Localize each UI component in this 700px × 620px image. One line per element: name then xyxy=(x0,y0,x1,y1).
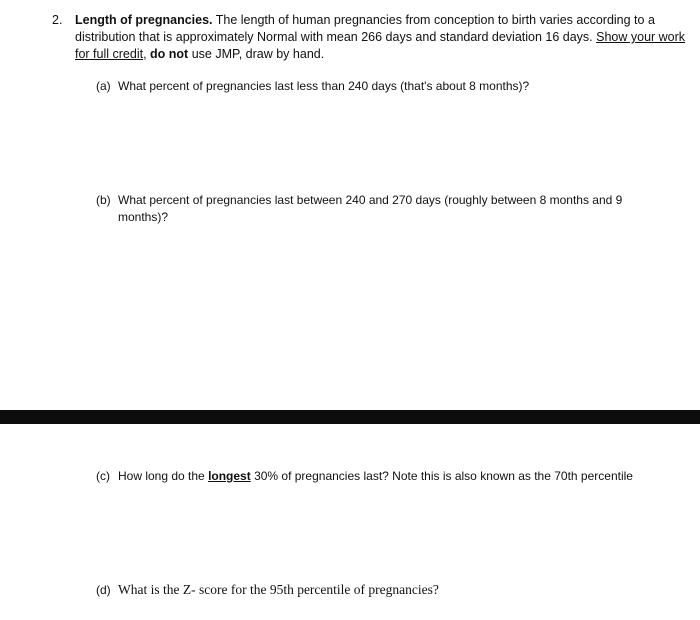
part-b-label: (b) xyxy=(96,193,111,207)
question-intro: The length of human pregnancies from conception to birth varies according to a distribution that is approximately Normal with mean 266 days and standard deviation 16 days. xyxy=(75,13,655,44)
part-a-label: (a) xyxy=(96,79,111,93)
question-number: 2. xyxy=(52,13,63,27)
comma: , xyxy=(143,47,151,61)
do-not-emphasis: do not xyxy=(150,47,189,61)
question-tail: use JMP, draw by hand. xyxy=(188,47,325,61)
part-b-text: What percent of pregnancies last between 240 and 270 days (roughly between 8 months and 9 months)? xyxy=(118,193,623,224)
part-d-text: What is the Z- score for the 95th percentile of pregnancies? xyxy=(118,582,439,597)
question-title: Length of pregnancies. xyxy=(75,13,213,27)
part-a-text: What percent of pregnancies last less than 240 days (that's about 8 months)? xyxy=(118,79,530,93)
page-divider xyxy=(0,410,700,424)
show-work-note: Show your work for full credit xyxy=(75,30,686,61)
part-c-text-after: 30% of pregnancies last? Note this is also known as the 70th percentile xyxy=(250,469,633,483)
part-c-label: (c) xyxy=(96,469,110,483)
longest-emphasis: longest xyxy=(208,469,251,483)
part-c-text xyxy=(118,468,678,485)
part-d-label: (d) xyxy=(96,583,111,597)
question-prompt xyxy=(75,12,687,63)
part-c-text-before: How long do the xyxy=(118,469,209,483)
